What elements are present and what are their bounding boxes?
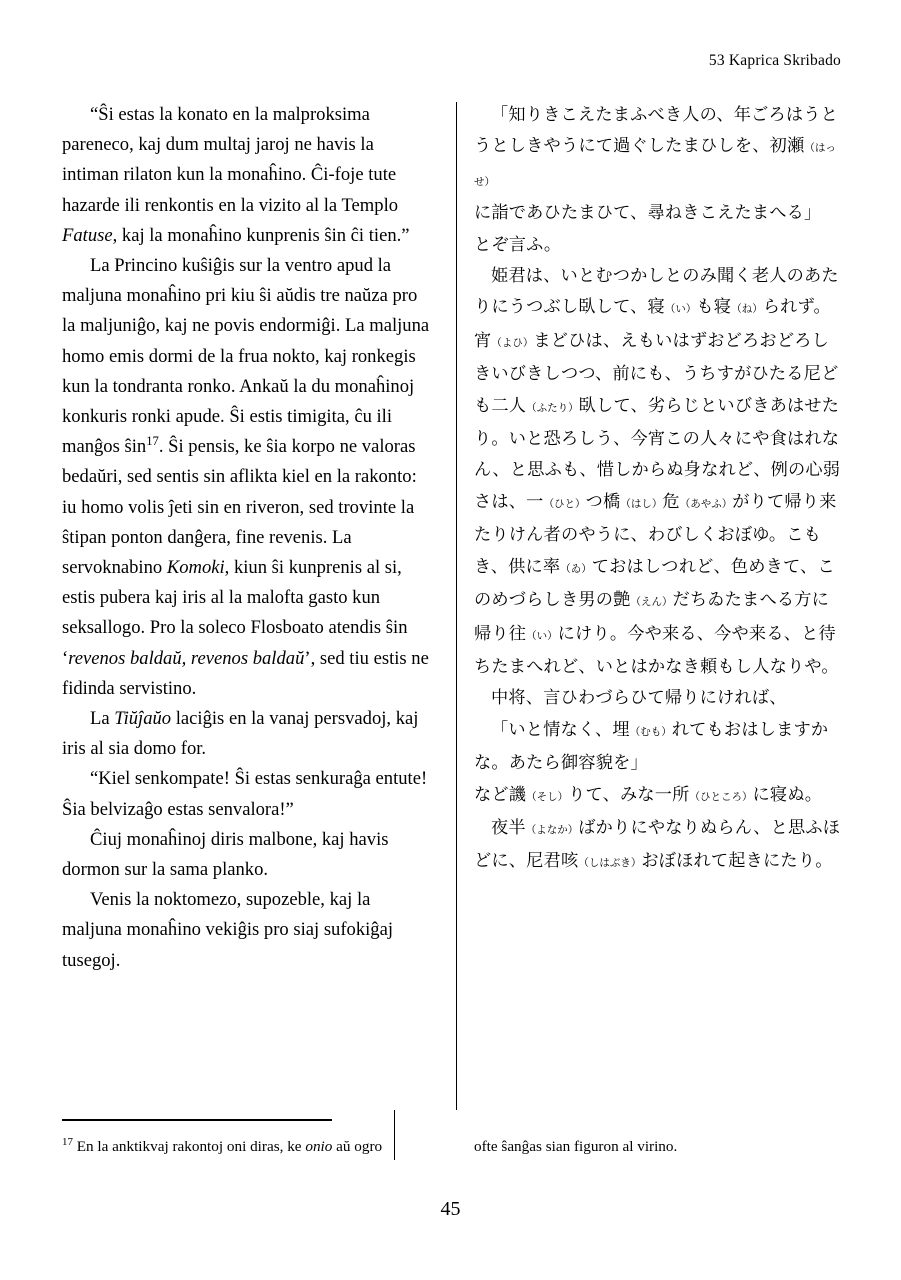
left-column xyxy=(62,100,430,976)
two-column-body xyxy=(62,100,842,1110)
paragraph: Venis la noktomezo, supozeble, kaj la maljuna monaĥino vekiĝis pro siaj sufokiĝaj tusegoj. xyxy=(62,889,394,971)
paragraph-jp: など譏（そし）りて、みな一所（ひところ）に寝ぬ。 xyxy=(474,784,823,805)
right-column xyxy=(474,100,842,880)
page-number: 45 xyxy=(440,1198,461,1220)
footnote-left xyxy=(62,1136,430,1157)
paragraph-jp: 「いと情なく、埋（むも）れてもおはしますかな。あたら御容貌を」 xyxy=(474,719,829,774)
footnote-marker: 17 xyxy=(62,1135,73,1148)
column-divider xyxy=(456,102,457,1110)
paragraph-jp: 中将、言ひわづらひて帰りにければ、 xyxy=(491,688,787,709)
paragraph-jp: 姫君は、いとむつかしとのみ聞く老人のあたりにうつぶし臥して、寝（い）も寝（ね）られず。宵（よひ）まどひは、えもいはずおどろおどろしきいびきしつつ、前にも、うちすがひたる尼ども二人（ふたり）臥して、劣らじといびきあはせたり。いと恐ろしう、今宵この人々にや食はれなん、と思ふも、惜しからぬ身なれど、例の心弱さは、一（ひと）つ橋（はし）危（あやふ）がりて帰り来たりけん者のやうに、わびしくおぼゆ。こもき、供に率（ゐ）ておはしつれど、色めきて、このめづらしき男の艶（えん）だちゐたまへる方に帰り往（い）にけり。今や来る、今や来る、と待ちたまへれど、いとはかなき頼もし人なりや。 xyxy=(474,266,841,677)
paragraph: La Princino kuŝiĝis sur la ventro apud la maljuna monaĥino pri kiu ŝi aŭdis tre naŭza pro la maljuniĝo, kaj ne povis endormiĝi. La maljuna homo emis dormi de la frua nokto, kaj ronkegis kun la tondranta ronko. Ankaŭ la du monaĥinoj konkuris ronki apude. Ŝi estis timigita, ĉu ili manĝos ŝin$^{17}$. Ŝi pensis, ke ŝia korpo ne valoras bedaŭri, sed sentis sin aflikta kiel en la rakonto: iu homo volis ĵeti sin en riveron, sed trovinte la ŝtipan ponton danĝera, fine revenis. La servoknabino Komoki, kiun ŝi kunprenis al si, estis pubera kaj iris al la malofta gasto kun seksallogo. Pro la soleco Flosboato atendis ŝin ‘revenos baldaŭ, revenos baldaŭ’, sed tiu estis ne fidinda servistino. xyxy=(62,255,430,699)
paragraph-jp: 「知りきこえたまふべき人の、年ごろはうとうとしきやうにて過ぐしたまひしを、初瀬（はっせ）に詣であひたまひて、尋ねきこえたまへる」 xyxy=(474,105,839,224)
running-head: 53 Kaprica Skribado xyxy=(708,52,841,69)
paragraph: Ĉiuj monaĥinoj diris malbone, kaj havis dormon sur la sama planko. xyxy=(62,828,389,881)
paragraph-jp: 夜半（よなか）ばかりにやなりぬらん、と思ふほどに、尼君咳（しはぶき）おぼほれて起きにたり。 xyxy=(474,817,841,872)
footnote-right: ofte ŝanĝas sian figuron al virino. xyxy=(474,1138,678,1155)
paragraph: La Tiŭĵaŭo laciĝis en la vanaj persvadoj, kaj iris al sia domo for. xyxy=(62,708,419,760)
paragraph-jp: とぞ言ふ。 xyxy=(474,234,562,255)
footnote-rule xyxy=(62,1119,332,1121)
paragraph: “Kiel senkompate! Ŝi estas senkuraĝa entute! Ŝia belvizaĝo estas senvalora!” xyxy=(62,768,428,820)
footnote-text-left: En la anktikvaj rakontoj oni diras, ke onio aŭ ogro xyxy=(76,1138,383,1155)
paragraph: “Ŝi estas la konato en la malproksima pareneco, kaj dum multaj jaroj ne havis la intiman rilaton kun la monaĥino. Ĉi-foje tute hazarde ili renkontis en la vizito al la Templo Fatuse, kaj la monaĥino kunprenis ŝin ĉi tien.” xyxy=(62,104,410,246)
